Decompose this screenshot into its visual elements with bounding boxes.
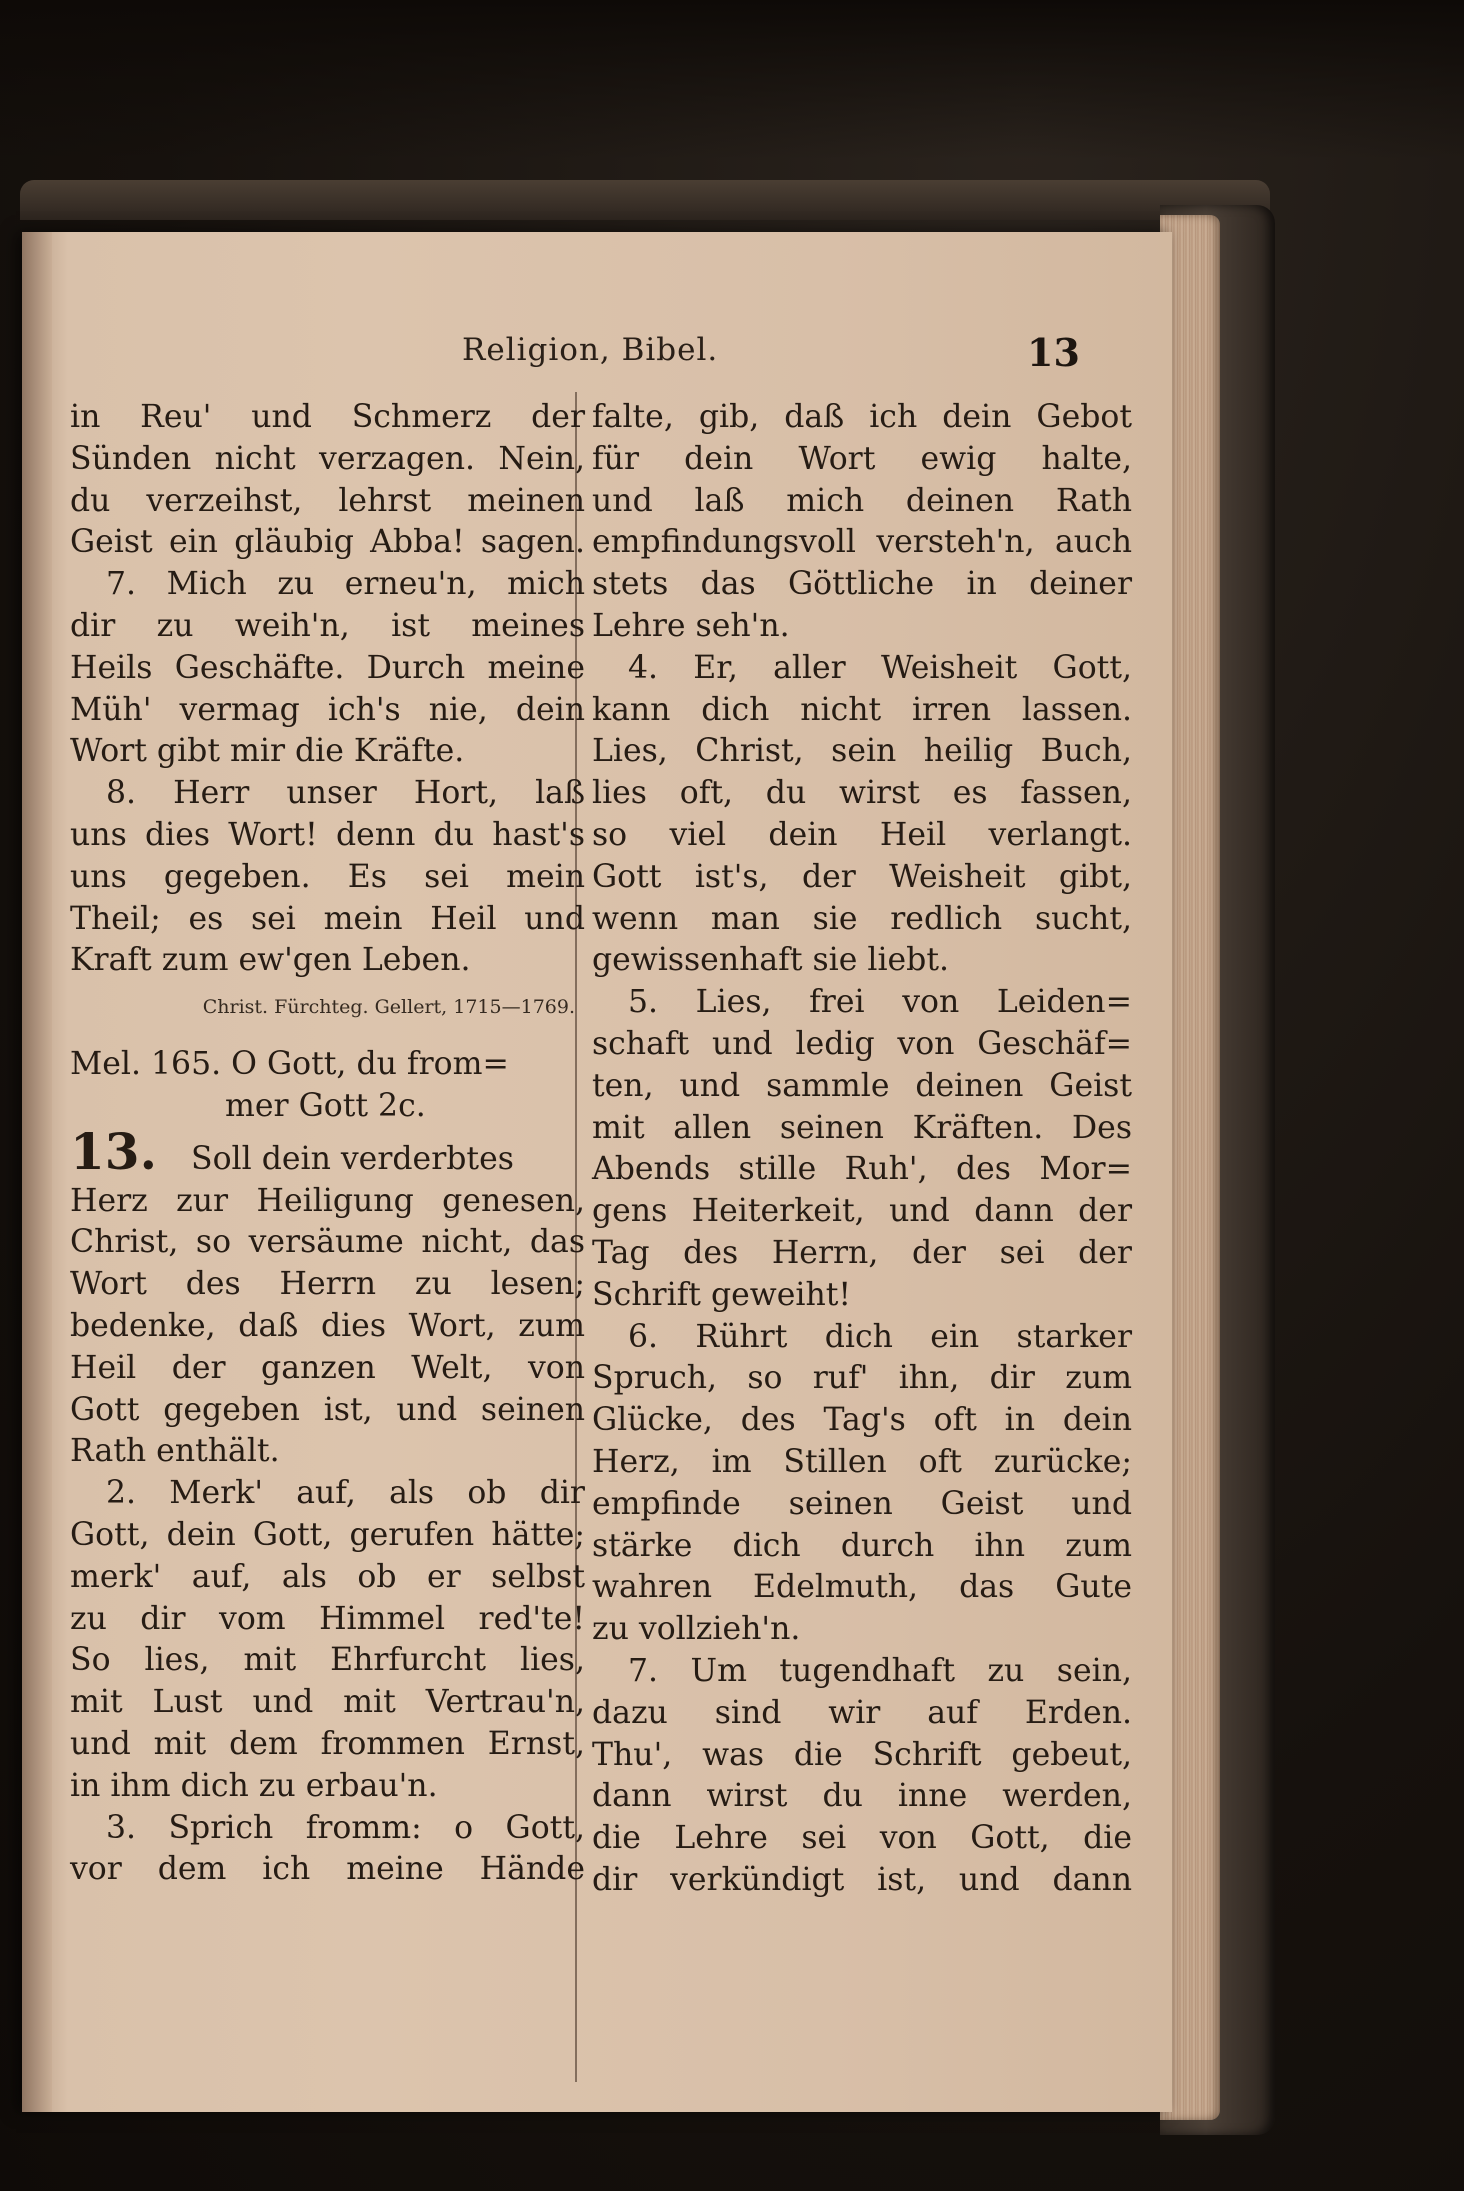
text-line: und laß mich deinen Rath <box>592 482 1132 519</box>
text-line: Heils Geschäfte. Durch meine <box>70 649 585 686</box>
book-page <box>22 232 1172 2112</box>
text-line: merk' auf, als ob er selbst <box>70 1558 585 1595</box>
text-line: Müh' vermag ich's nie, dein <box>70 691 585 728</box>
text-line: gens Heiterkeit, und dann der <box>592 1193 1132 1230</box>
text-line: Kraft zum ew'gen Leben. <box>70 942 471 979</box>
text-line: vor dem ich meine Hände <box>70 1851 585 1888</box>
hymn-heading <box>70 1121 585 1181</box>
text-line: Abends stille Ruh', des Mor= <box>592 1151 1132 1188</box>
text-line: Christ, so versäume nicht, das <box>70 1224 585 1261</box>
text-line: du verzeihst, lehrst meinen <box>70 482 585 519</box>
verse-start-line: 6. Rührt dich ein starker <box>628 1318 1132 1355</box>
text-line: Tag des Herrn, der sei der <box>592 1234 1132 1271</box>
text-line: Gott ist's, der Weisheit gibt, <box>592 858 1132 895</box>
verse-start-line: 3. Sprich fromm: o Gott, <box>106 1809 585 1846</box>
text-line: kann dich nicht irren lassen. <box>592 691 1132 728</box>
text-line: Geist ein gläubig Abba! sagen. <box>70 524 585 561</box>
author-attribution: Christ. Fürchteg. Gellert, 1715—1769. <box>202 996 575 1019</box>
text-line: Wort gibt mir die Kräfte. <box>70 733 465 770</box>
verse-start-line: 2. Merk' auf, als ob dir <box>106 1475 585 1512</box>
text-line: die Lehre sei von Gott, die <box>592 1820 1132 1857</box>
text-line: wenn man sie redlich sucht, <box>592 900 1132 937</box>
text-line: mit allen seinen Kräften. Des <box>592 1109 1132 1146</box>
melody-reference <box>70 1044 585 1128</box>
text-line: empfindungsvoll versteh'n, auch <box>592 524 1132 561</box>
melody-line-continued: mer Gott 2c. <box>225 1087 426 1124</box>
text-line: gewissenhaft sie liebt. <box>592 942 950 979</box>
page-gutter <box>22 232 52 2112</box>
text-line: lies oft, du wirst es fassen, <box>592 775 1132 812</box>
page-number: 13 <box>1027 330 1080 375</box>
left-column <box>70 397 585 1891</box>
text-line: So lies, mit Ehrfurcht lies, <box>70 1642 585 1679</box>
text-line: falte, gib, daß ich dein Gebot <box>592 399 1132 435</box>
text-line: Gott gegeben ist, und seinen <box>70 1391 585 1428</box>
text-line: Lehre seh'n. <box>592 607 790 644</box>
text-line: Schrift geweiht! <box>592 1276 852 1313</box>
text-line: mit Lust und mit Vertrau'n, <box>70 1684 585 1721</box>
text-line: ten, und sammle deinen Geist <box>592 1067 1132 1104</box>
text-line: empfinde seinen Geist und <box>592 1485 1132 1522</box>
text-line: wahren Edelmuth, das Gute <box>592 1569 1132 1606</box>
text-line: Theil; es sei mein Heil und <box>70 900 585 937</box>
text-line: Glücke, des Tag's oft in dein <box>592 1402 1132 1439</box>
text-line: stärke dich durch ihn zum <box>592 1527 1132 1564</box>
verse-start-line: 7. Um tugendhaft zu sein, <box>628 1652 1132 1689</box>
text-line: und mit dem frommen Ernst, <box>70 1725 585 1762</box>
text-line: bedenke, daß dies Wort, zum <box>70 1307 585 1344</box>
melody-line: Mel. 165. O Gott, du from= <box>70 1046 509 1083</box>
text-line: so viel dein Heil verlangt. <box>592 816 1132 853</box>
verse-start-line: 8. Herr unser Hort, laß <box>106 775 585 812</box>
verse-start-line: 4. Er, aller Weisheit Gott, <box>628 649 1132 686</box>
text-line: zu dir vom Himmel red'te! <box>70 1600 585 1637</box>
text-line: schaft und ledig von Geschäf= <box>592 1025 1132 1062</box>
text-line: uns gegeben. Es sei mein <box>70 858 585 895</box>
text-line: Spruch, so ruf' ihn, dir zum <box>592 1360 1132 1397</box>
text-line: Herz, im Stillen oft zurücke; <box>592 1443 1132 1480</box>
text-line: für dein Wort ewig halte, <box>592 440 1132 477</box>
book-cover-top-edge <box>20 180 1270 220</box>
right-column <box>592 397 1132 1902</box>
text-line: dann wirst du inne werden, <box>592 1778 1132 1815</box>
text-line: Heil der ganzen Welt, von <box>70 1349 585 1386</box>
text-line: dir zu weih'n, ist meines <box>70 607 585 644</box>
text-line: zu vollzieh'n. <box>592 1611 801 1648</box>
text-line: dir verkündigt ist, und dann <box>592 1861 1132 1898</box>
verse-start-line: 5. Lies, frei von Leiden= <box>628 984 1132 1021</box>
text-line: Gott, dein Gott, gerufen hätte; <box>70 1516 585 1553</box>
page-header <box>22 332 1172 392</box>
text-line: dazu sind wir auf Erden. <box>592 1694 1132 1731</box>
text-line: Rath enthält. <box>70 1433 280 1470</box>
verse-start-line: 7. Mich zu erneu'n, mich <box>106 566 585 603</box>
text-line: stets das Göttliche in deiner <box>592 566 1132 603</box>
text-line: Thu', was die Schrift gebeut, <box>592 1736 1132 1773</box>
hymn-first-line: Soll dein verderbtes <box>191 1140 514 1177</box>
running-head: Religion, Bibel. <box>462 332 719 368</box>
text-line: Herz zur Heiligung genesen, <box>70 1182 585 1219</box>
text-line: Lies, Christ, sein heilig Buch, <box>592 733 1132 770</box>
text-line: Wort des Herrn zu lesen; <box>70 1266 585 1303</box>
text-line: Sünden nicht verzagen. Nein, <box>70 440 585 477</box>
text-line: in Reu' und Schmerz der <box>70 399 585 435</box>
text-line: in ihm dich zu erbau'n. <box>70 1767 438 1804</box>
text-line: uns dies Wort! denn du hast's <box>70 816 585 853</box>
hymn-number: 13. <box>70 1121 157 1181</box>
background-shadow <box>0 0 1464 160</box>
